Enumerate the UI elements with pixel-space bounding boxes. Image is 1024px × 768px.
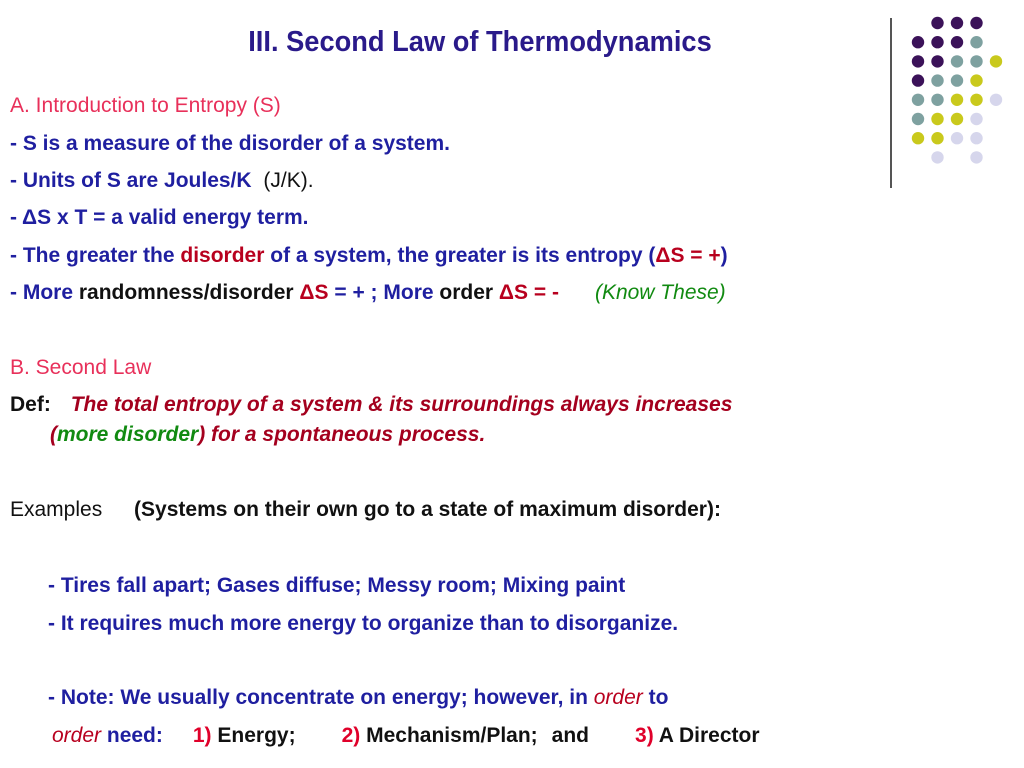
line4-delta-s: ΔS [655,244,685,267]
decorative-dot [951,94,963,106]
examples-item-1: - Tires fall apart; Gases diffuse; Messy room; Mixing paint [48,574,626,597]
def-label: Def: [10,393,51,416]
decorative-dot [970,36,982,48]
note-text-a: - Note: We usually concentrate on energy; however, in [48,686,594,709]
line5-more-2: = + ; More [328,281,440,304]
examples-line [10,498,721,522]
note-num-2: 2) [341,724,361,747]
section-a-line-1: - S is a measure of the disorder of a system. [10,132,450,155]
section-a-heading [10,94,281,118]
decorative-dot [951,55,963,67]
note-director: A Director [653,724,760,747]
examples-item-2: - It requires much more energy to organize than to disorganize. [48,612,679,635]
decorative-dot [931,132,943,144]
def-more-disorder: more disorder [57,423,199,446]
decorative-dot [931,151,943,163]
decorative-dot [912,94,924,106]
section-a-line-2 [10,169,314,193]
units-bold: - Units of S are Joules/K [10,169,252,192]
decorative-dot [970,74,982,86]
decorative-dot [931,74,943,86]
line5-more: - More [10,281,79,304]
section-a-line-5 [10,281,726,305]
def-text-a: The total entropy of a system & its surroundings always increases [70,393,733,416]
decorative-dot [990,94,1002,106]
line4-part-a: - The greater the [10,244,181,267]
decorative-dot [970,94,982,106]
section-a-line-3: - ΔS x T = a valid energy term. [10,206,309,229]
note-order-2: order [52,724,102,747]
section-a-line-4 [10,244,728,268]
line5-order: order [439,281,499,304]
decorative-dot [912,113,924,125]
decorative-dot [951,36,963,48]
decorative-dot [990,55,1002,67]
decorative-dot [951,113,963,125]
section-a-heading-text: A. Introduction to Entropy (S) [10,94,281,117]
decorative-dot [931,113,943,125]
decorative-dot [912,132,924,144]
decorative-dot [931,36,943,48]
note-line-1 [48,686,668,710]
def-text-d: ) for a spontaneous process. [198,423,486,446]
decorative-divider [890,18,892,188]
decorative-dot [951,74,963,86]
decorative-dot [970,55,982,67]
note-num-3: 3) [635,724,654,747]
decorative-dot [912,55,924,67]
section-b-heading [10,356,151,380]
decorative-dot [970,151,982,163]
note-and: and [551,724,590,747]
examples-desc: (Systems on their own go to a state of maximum disorder): [134,498,721,521]
decorative-dot [951,132,963,144]
def-open-paren: ( [50,423,57,446]
line4-part-c: of a system, the greater is its entropy ( [264,244,656,267]
line5-randomness: randomness/disorder [78,281,300,304]
decorative-dot [931,94,943,106]
line4-disorder: disorder [180,244,265,267]
decorative-dot [951,17,963,29]
decorative-dot [912,36,924,48]
slide-title: III. Second Law of Thermodynamics [248,26,712,58]
decorative-dot [931,55,943,67]
decorative-dot [931,17,943,29]
line5-delta-s-2: ΔS [498,281,529,304]
decorative-dot [970,132,982,144]
section-b-heading-text: B. Second Law [10,356,152,379]
line5-know-these: (Know These) [594,281,726,304]
second-law-definition [10,390,1016,450]
note-to: to [642,686,669,709]
note-order-1: order [593,686,643,709]
decorative-dot [970,113,982,125]
line4-plus: = + [684,244,721,267]
decorative-dot [970,17,982,29]
examples-label: Examples [10,498,103,521]
line4-close: ) [720,244,728,267]
units-note: (J/K). [263,169,314,192]
def-second-line [10,420,1016,450]
note-need: need: [101,724,163,747]
note-energy: Energy; [211,724,296,747]
line5-delta-s-1: ΔS [299,281,329,304]
note-mechanism: Mechanism/Plan; [360,724,538,747]
line5-minus: = - [528,281,559,304]
decorative-dot [912,74,924,86]
note-line-2 [52,724,760,748]
note-num-1: 1) [192,724,212,747]
